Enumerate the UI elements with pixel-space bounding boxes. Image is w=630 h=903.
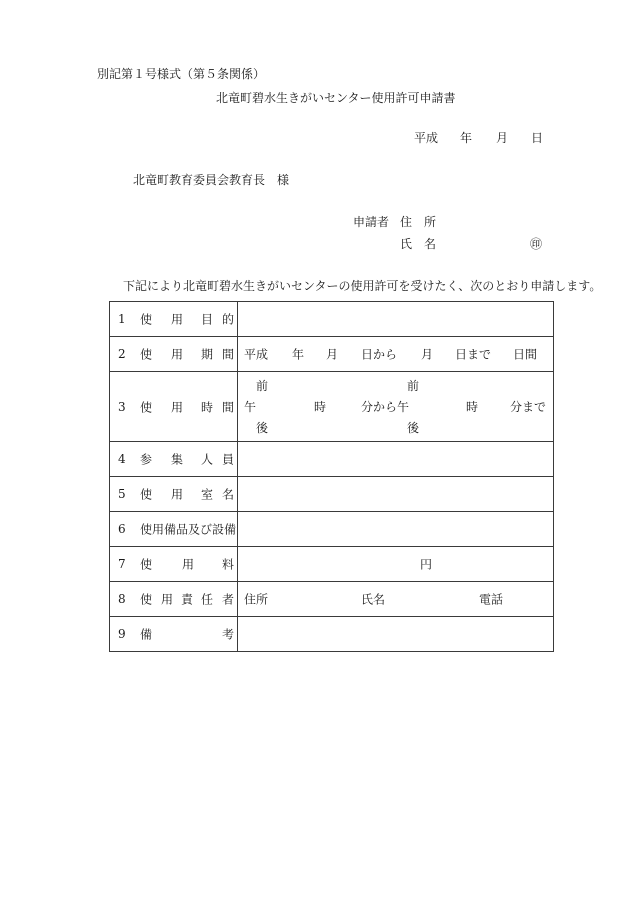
table-row-equipment (110, 512, 554, 547)
row-label-responsible: 8 使 用 責 任 者 (118, 592, 235, 607)
row-label-purpose: 1 使 用 目 的 (118, 312, 235, 327)
addressee: 北竜町教育委員会教育長 様 (133, 173, 290, 187)
yen-unit: 円 (420, 557, 433, 572)
date-day: 日 (531, 131, 544, 145)
remarks-field[interactable] (238, 617, 554, 652)
table-row-attendees (110, 442, 554, 477)
row-label-period: 2 使 用 期 間 (118, 347, 235, 362)
application-table (109, 301, 554, 652)
date-year: 年 (460, 131, 473, 145)
table-row-time (110, 372, 554, 442)
period-field[interactable]: 平成 年 月 日から 月 日まで 日間 (238, 337, 554, 372)
time-field[interactable]: 前 前 午 時 分から午 時 分まで 後 後 (238, 372, 554, 442)
applicant-label: 申請者 (353, 215, 390, 229)
row-label-fee: 7 使 用 料 (118, 557, 235, 572)
row-label-equipment: 6 使用備品及び設備 (118, 522, 237, 537)
intro-text: 下記により北竜町碧水生きがいセンターの使用許可を受けたく、次のとおり申請します。 (123, 279, 602, 293)
responsible-field[interactable]: 住所 氏名 電話 (238, 582, 554, 617)
table-row-remarks (110, 617, 554, 652)
row-label-room: 5 使 用 室 名 (118, 487, 235, 502)
row-label-time: 3 使 用 時 間 (118, 399, 235, 414)
room-field[interactable] (238, 477, 554, 512)
table-row-fee (110, 547, 554, 582)
table-row-room (110, 477, 554, 512)
row-label-attendees: 4 参 集 人 員 (118, 452, 235, 467)
purpose-field[interactable] (238, 302, 554, 337)
date-era: 平成 (414, 131, 439, 145)
table-row-responsible (110, 582, 554, 617)
form-number: 別記第１号様式（第５条関係） (97, 67, 266, 81)
applicant-address-label: 住 所 (400, 215, 437, 229)
attendees-field[interactable] (238, 442, 554, 477)
fee-field[interactable] (238, 547, 554, 582)
date-month: 月 (496, 131, 509, 145)
form-title: 北竜町碧水生きがいセンター使用許可申請書 (216, 91, 456, 105)
applicant-name-label: 氏 名 (400, 237, 437, 251)
table-row-purpose (110, 302, 554, 337)
equipment-field[interactable] (238, 512, 554, 547)
row-label-remarks: 9 備 考 (118, 627, 235, 642)
seal-mark: ㊞ (530, 237, 543, 251)
table-row-period (110, 337, 554, 372)
